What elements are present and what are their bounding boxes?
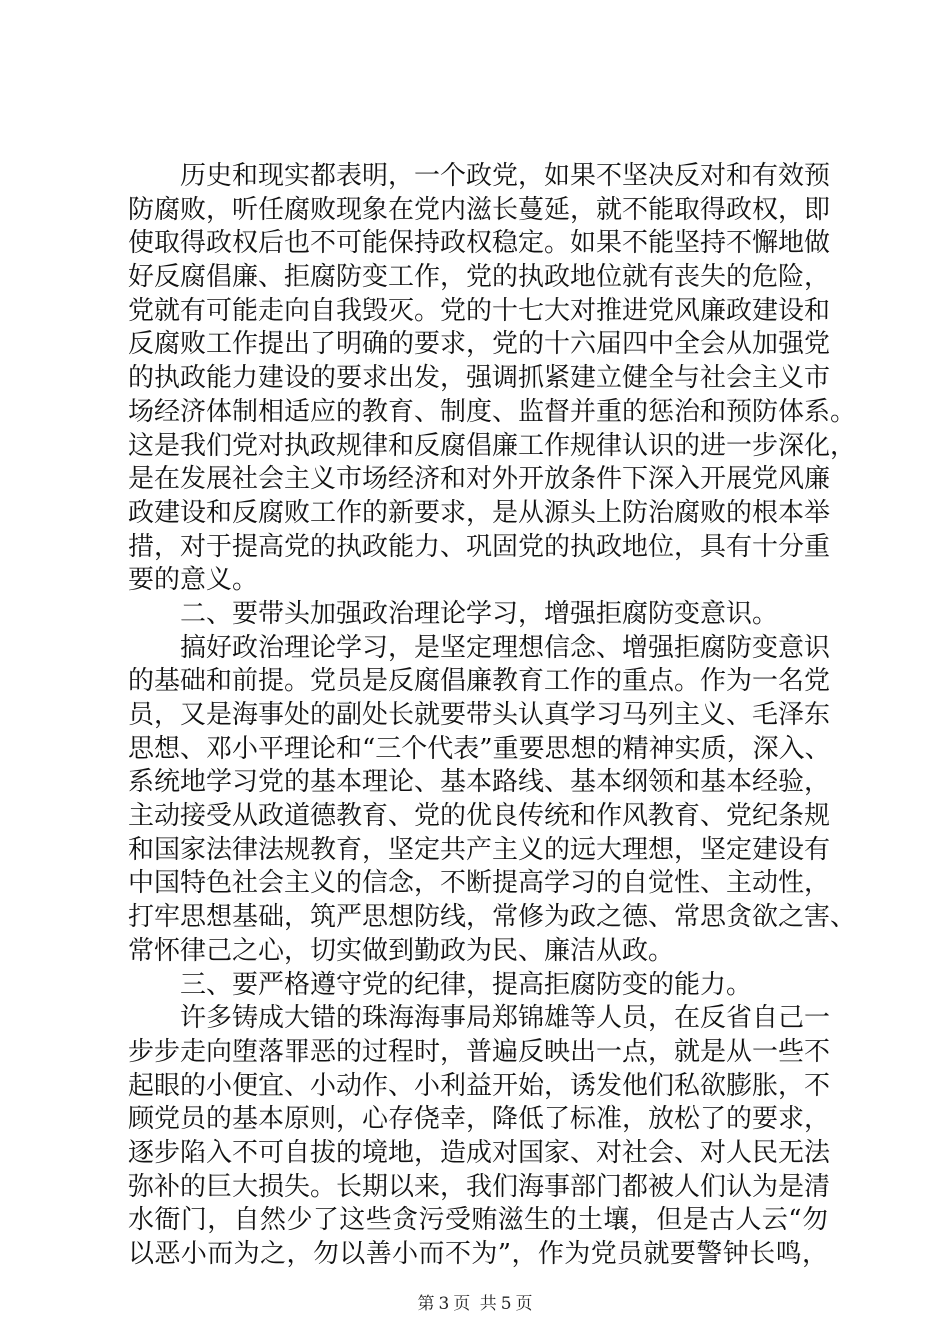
footer-prefix: 第 — [417, 1294, 435, 1314]
text-line: 要的意义。 — [128, 565, 259, 596]
text-line: 起眼的小便宜、小动作、小利益开始，诱发他们私欲膨胀，不 — [128, 1070, 831, 1101]
text-line: 中国特色社会主义的信念，不断提高学习的自觉性、主动性， — [128, 868, 831, 899]
text-line: 许多铸成大错的珠海海事局郑锦雄等人员，在反省自己一 — [128, 1003, 831, 1034]
text-line: 以恶小而为之，勿以善小而不为”，作为党员就要警钟长鸣， — [128, 1239, 828, 1269]
text-line: 好反腐倡廉、拒腐防变工作，党的执政地位就有丧失的危险， — [128, 262, 831, 293]
footer-total-pages: 5 — [500, 1294, 512, 1314]
text-line: 打牢思想基础，筑严思想防线，常修为政之德、常思贪欲之害、 — [128, 902, 857, 933]
text-line: 弥补的巨大损失。长期以来，我们海事部门都被人们认为是清 — [128, 1171, 831, 1202]
text-line: 党就有可能走向自我毁灭。党的十七大对推进党风廉政建设和 — [128, 295, 831, 326]
footer-total-suffix: 页 — [515, 1294, 533, 1314]
text-line: 使取得政权后也不可能保持政权稳定。如果不能坚持不懈地做 — [128, 228, 831, 259]
text-line: 这是我们党对执政规律和反腐倡廉工作规律认识的进一步深化， — [128, 430, 857, 461]
text-line: 的基础和前提。党员是反腐倡廉教育工作的重点。作为一名党 — [128, 666, 831, 697]
footer-page-number: 3 — [438, 1294, 450, 1314]
text-line: 的执政能力建设的要求出发，强调抓紧建立健全与社会主义市 — [128, 363, 831, 394]
text-line: 和国家法律法规教育，坚定共产主义的远大理想，坚定建设有 — [128, 834, 831, 865]
text-line: 员，又是海事处的副处长就要带头认真学习马列主义、毛泽东 — [128, 700, 831, 730]
text-line: 反腐败工作提出了明确的要求，党的十六届四中全会从加强党 — [128, 329, 831, 360]
text-line: 场经济体制相适应的教育、制度、监督并重的惩治和预防体系。 — [128, 396, 857, 427]
text-line: 顾党员的基本原则，心存侥幸，降低了标准，放松了的要求， — [128, 1104, 831, 1135]
footer-total-prefix: 共 — [479, 1294, 497, 1314]
text-line: 措，对于提高党的执政能力、巩固党的执政地位，具有十分重 — [128, 531, 831, 562]
text-line: 三、要严格遵守党的纪律，提高拒腐防变的能力。 — [128, 969, 753, 1000]
text-line: 二、要带头加强政治理论学习，增强拒腐防变意识。 — [128, 598, 779, 629]
footer-page-suffix: 页 — [453, 1294, 471, 1314]
text-line: 步步走向堕落罪恶的过程时，普遍反映出一点，就是从一些不 — [128, 1036, 831, 1067]
text-line: 主动接受从政道德教育、党的优良传统和作风教育、党纪条规 — [128, 801, 831, 832]
text-line: 思想、邓小平理论和“三个代表”重要思想的精神实质，深入、 — [128, 733, 831, 764]
text-line: 水衙门，自然少了这些贪污受贿滋生的土壤，但是古人云“勿 — [128, 1205, 828, 1236]
text-line: 历史和现实都表明，一个政党，如果不坚决反对和有效预 — [128, 161, 831, 191]
text-line: 防腐败，听任腐败现象在党内滋长蔓延，就不能取得政权，即 — [128, 194, 831, 225]
text-line: 搞好政治理论学习，是坚定理想信念、增强拒腐防变意识 — [128, 632, 831, 663]
text-line: 常怀律己之心，切实做到勤政为民、廉洁从政。 — [128, 935, 675, 966]
text-line: 是在发展社会主义市场经济和对外开放条件下深入开展党风廉 — [128, 464, 831, 495]
text-line: 政建设和反腐败工作的新要求，是从源头上防治腐败的根本举 — [128, 497, 831, 528]
page-footer — [0, 1294, 950, 1314]
text-line: 系统地学习党的基本理论、基本路线、基本纲领和基本经验， — [128, 767, 831, 798]
text-line: 逐步陷入不可自拔的境地，造成对国家、对社会、对人民无法 — [128, 1137, 831, 1168]
document-body — [128, 160, 857, 1272]
